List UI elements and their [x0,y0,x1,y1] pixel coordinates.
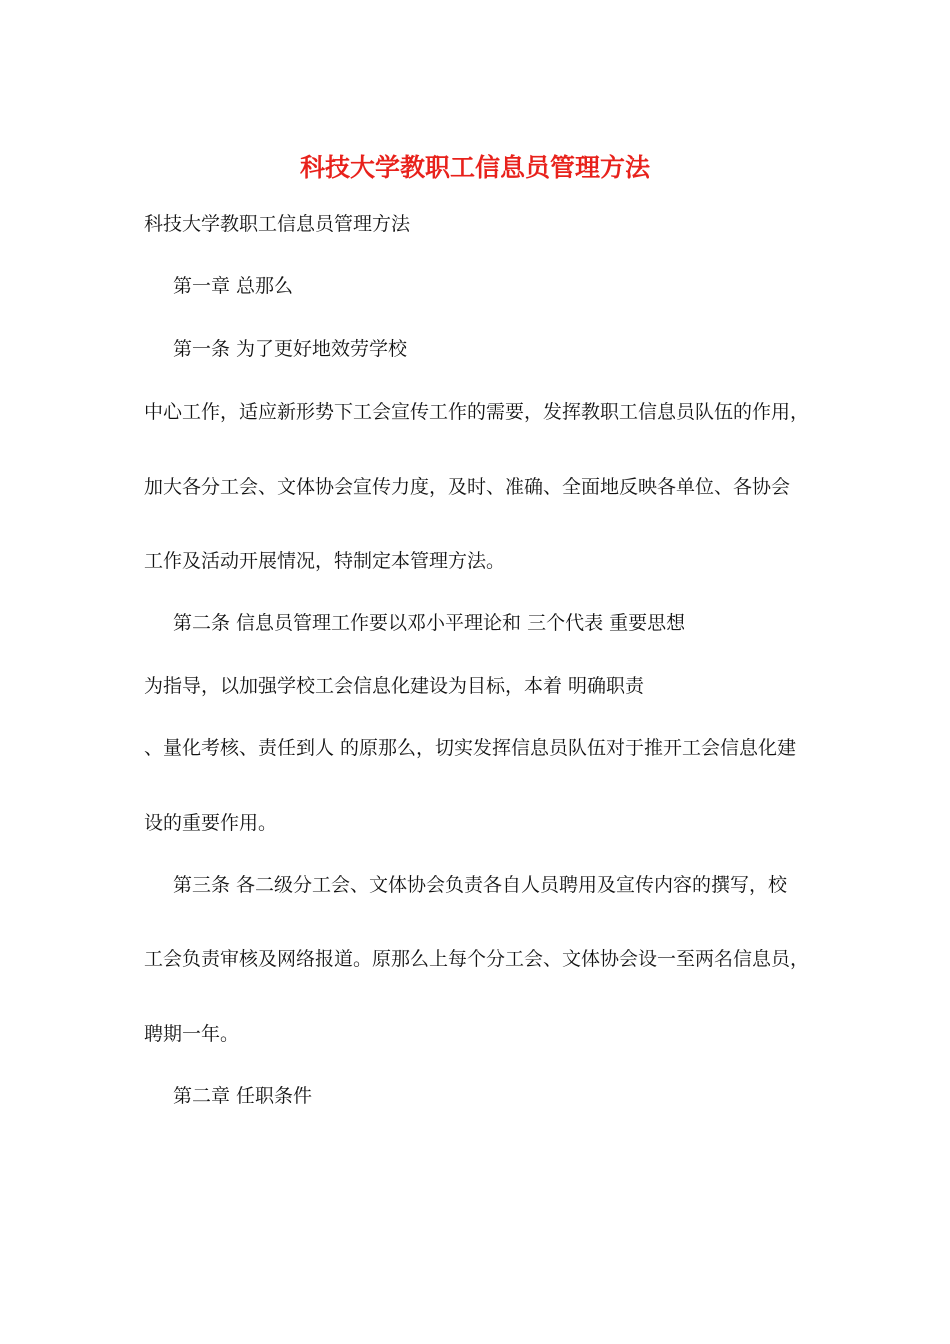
chapter-heading: 第二章 任职条件 [173,1085,313,1107]
article-line: 第三条 各二级分工会、文体协会负责各自人员聘用及宣传内容的撰写，校 [173,874,788,896]
paragraph-line: 、量化考核、责任到人 的原那么，切实发挥信息员队伍对于推开工会信息化建 [144,737,797,759]
paragraph-line: 工会负责审核及网络报道。原那么上每个分工会、文体协会设一至两名信息员， [144,948,810,970]
paragraph-line: 设的重要作用。 [144,812,278,834]
paragraph-line: 加大各分工会、文体协会宣传力度，及时、准确、全面地反映各单位、各协会 [144,476,791,498]
article-line: 第二条 信息员管理工作要以邓小平理论和 三个代表 重要思想 [173,612,686,634]
paragraph-line: 为指导，以加强学校工会信息化建设为目标，本着 明确职责 [144,675,645,697]
subtitle-line: 科技大学教职工信息员管理方法 [144,213,411,235]
paragraph-line: 聘期一年。 [144,1023,240,1045]
article-line: 第一条 为了更好地效劳学校 [173,338,408,360]
document-title: 科技大学教职工信息员管理方法 [299,153,650,182]
paragraph-line: 中心工作，适应新形势下工会宣传工作的需要，发挥教职工信息员队伍的作用， [144,401,810,423]
paragraph-line: 工作及活动开展情况，特制定本管理方法。 [144,550,506,572]
chapter-heading: 第一章 总那么 [173,275,294,297]
